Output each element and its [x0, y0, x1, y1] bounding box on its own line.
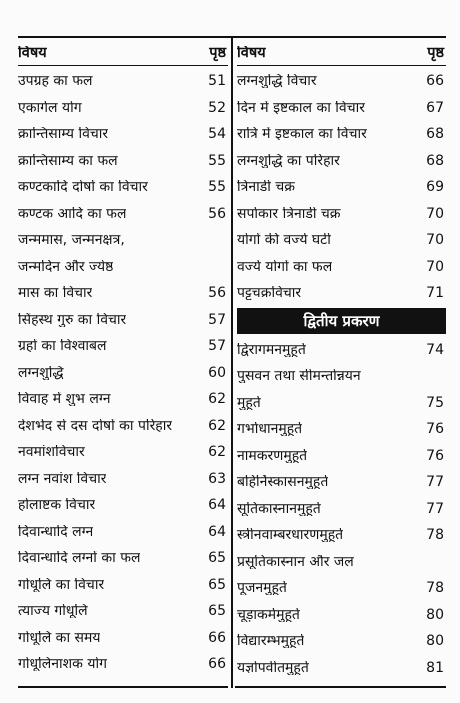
toc-entry — [18, 598, 228, 625]
toc-entry — [18, 466, 228, 493]
toc-entry-page: 64 — [208, 497, 226, 514]
toc-entry-title: विवाह में शुभ लग्न — [18, 392, 111, 407]
toc-entry-title: नवमांशविचार — [18, 445, 85, 460]
toc-entry-page: 77 — [426, 500, 444, 517]
toc-entry-title: जन्ममास, जन्मनक्षत्र, — [18, 233, 125, 248]
toc-entry-page: 80 — [426, 633, 444, 650]
toc-entry — [18, 439, 228, 466]
toc-entry-title: विद्यारम्भमुहूर्त — [237, 634, 305, 649]
toc-entry-title: होलाष्टक विचार — [18, 498, 96, 513]
toc-entry-title: योगों की वर्ज्य घटी — [237, 233, 331, 248]
toc-entry-title: क्रान्तिसाम्य विचार — [18, 127, 109, 142]
toc-entry-title: क्रान्तिसाम्य का फल — [18, 153, 118, 168]
toc-entry-page: 78 — [426, 580, 444, 597]
toc-entry-title: रात्रि में इष्टकाल का विचार — [237, 127, 367, 142]
toc-entry-title: देशभेद से दस दोषों का परिहार — [18, 418, 173, 433]
toc-entry-title: बहिर्निस्कासनमुहूर्त — [237, 475, 329, 490]
toc-entry-title: सूतिकास्नानमुहूर्त — [237, 501, 321, 516]
toc-entry — [18, 360, 228, 387]
toc-entry-page: 62 — [208, 417, 226, 434]
toc-entry-page: 65 — [208, 603, 226, 620]
toc-entry — [18, 148, 228, 175]
toc-entry — [18, 121, 228, 148]
toc-entry — [18, 254, 228, 281]
toc-entry — [18, 95, 228, 122]
toc-entry — [237, 575, 446, 602]
subject-header: विषय — [237, 46, 266, 61]
toc-entry — [237, 549, 446, 576]
toc-entry-page: 77 — [426, 474, 444, 491]
toc-entry-title: गोधूलि का समय — [18, 630, 101, 645]
toc-entry-title: मास का विचार — [18, 286, 93, 301]
toc-entry-page: 74 — [426, 341, 444, 358]
section-banner: द्वितीय प्रकरण — [237, 308, 446, 334]
toc-entry-title: मुहूर्त — [237, 395, 261, 410]
right-entries-top — [237, 68, 446, 307]
toc-entry-page: 68 — [426, 126, 444, 143]
toc-entry — [237, 496, 446, 523]
toc-entry-page: 54 — [208, 126, 226, 143]
toc-entry — [18, 545, 228, 572]
toc-entry-page: 62 — [208, 391, 226, 408]
toc-entry — [237, 201, 446, 228]
toc-entry-page: 57 — [208, 311, 226, 328]
toc-entry — [18, 307, 228, 334]
bottom-rule-right — [235, 686, 446, 688]
toc-entry — [237, 148, 446, 175]
toc-entry — [237, 68, 446, 95]
toc-entry-page: 76 — [426, 447, 444, 464]
toc-entry-page: 52 — [208, 99, 226, 116]
toc-entry-title: यज्ञोपवीतमुहूर्त — [237, 660, 309, 675]
toc-entry — [18, 625, 228, 652]
page-header: पृष्ठ — [427, 45, 444, 61]
toc-entry-title: कण्टकादि दोषों का विचार — [18, 180, 148, 195]
toc-entry — [237, 174, 446, 201]
toc-entry-title: लग्नशुद्धि — [18, 365, 64, 380]
toc-entry-page: 63 — [208, 470, 226, 487]
toc-entry-title: त्रिनाडी चक्र — [237, 180, 295, 195]
toc-entry — [237, 254, 446, 281]
toc-entry-title: जन्मदिन और ज्येष्ठ — [18, 259, 114, 274]
toc-entry — [237, 363, 446, 390]
toc-entry-title: ग्रहों का विश्वाबल — [18, 339, 107, 354]
toc-entry-page: 68 — [426, 152, 444, 169]
toc-entry-title: चूड़ाकर्ममुहूर्त — [237, 607, 300, 622]
toc-entry — [237, 628, 446, 655]
toc-entry-title: दिवान्धादि लग्नों का फल — [18, 551, 141, 566]
toc-entry-page: 65 — [208, 576, 226, 593]
right-column — [237, 40, 446, 681]
toc-entry — [237, 443, 446, 470]
toc-entry-title: वर्ज्य योगों का फल — [237, 259, 333, 274]
toc-entry-page: 56 — [208, 205, 226, 222]
subject-header: विषय — [18, 46, 47, 61]
toc-entry-page: 66 — [426, 73, 444, 90]
toc-entry — [18, 519, 228, 546]
toc-entry-title: पट्टचक्रविचार — [237, 286, 302, 301]
left-column-header — [18, 40, 228, 67]
column-divider — [231, 36, 233, 688]
toc-entry-title: गोधूलिनाशक योग — [18, 657, 107, 672]
toc-entry-title: उपग्रह का फल — [18, 74, 93, 89]
toc-entry-title: पुसवन तथा सीमन्तोन्नयन — [237, 369, 361, 384]
toc-entry — [18, 333, 228, 360]
toc-entry-page: 69 — [426, 179, 444, 196]
toc-entry-title: गोधूलि का विचार — [18, 577, 105, 592]
toc-entry-title: स्त्रीनवाम्बरधारणमुहूर्त — [237, 528, 344, 543]
toc-entry — [18, 572, 228, 599]
bottom-rule-left — [18, 686, 228, 688]
toc-entry — [237, 280, 446, 307]
toc-entry — [18, 280, 228, 307]
toc-entry-title: कण्टक आदि का फल — [18, 206, 127, 221]
toc-entry — [237, 337, 446, 364]
toc-entry-page: 70 — [426, 232, 444, 249]
toc-entry-title: नामकरणमुहूर्त — [237, 448, 308, 463]
toc-entry-title: लग्नशुद्धि का परिहार — [237, 153, 340, 168]
toc-entry — [18, 651, 228, 678]
toc-entry-title: सिंहस्थ गुरु का विचार — [18, 312, 127, 327]
toc-entry — [237, 121, 446, 148]
toc-entry — [237, 469, 446, 496]
toc-entry-page: 64 — [208, 523, 226, 540]
toc-entry — [237, 522, 446, 549]
toc-entry-page: 51 — [208, 73, 226, 90]
toc-entry-page: 71 — [426, 285, 444, 302]
toc-entry-title: गर्भाधानमुहूर्त — [237, 422, 303, 437]
toc-entry-page: 57 — [208, 338, 226, 355]
toc-entry — [18, 386, 228, 413]
toc-entry — [18, 174, 228, 201]
toc-entry-title: पूजनमुहूर्त — [237, 581, 287, 596]
toc-entry-page: 55 — [208, 152, 226, 169]
toc-entry-page: 56 — [208, 285, 226, 302]
toc-entry-title: दिवान्धादि लग्न — [18, 524, 94, 539]
toc-entry-title: द्विरागमनमुहूर्त — [237, 342, 306, 357]
toc-entry — [18, 68, 228, 95]
header-rule-left — [18, 65, 228, 67]
toc-entry-page: 65 — [208, 550, 226, 567]
toc-entry — [18, 201, 228, 228]
toc-entry-title: सर्पाकार त्रिनाडी चक्र — [237, 206, 341, 221]
toc-entry — [237, 602, 446, 629]
left-entries — [18, 68, 228, 678]
toc-entry-title: दिन में इष्टकाल का विचार — [237, 100, 365, 115]
toc-entry-page: 81 — [426, 659, 444, 676]
toc-entry-page: 70 — [426, 205, 444, 222]
toc-entry-page: 66 — [208, 656, 226, 673]
header-rule-right — [237, 65, 446, 67]
right-entries-bottom — [237, 337, 446, 682]
toc-entry-page: 60 — [208, 364, 226, 381]
toc-entry-title: लग्नशुद्धि विचार — [237, 74, 317, 89]
toc-entry — [237, 227, 446, 254]
toc-entry — [237, 416, 446, 443]
toc-entry-title: लग्न नवांश विचार — [18, 471, 107, 486]
toc-entry — [237, 390, 446, 417]
toc-entry-title: त्याज्य गोधूलि — [18, 604, 88, 619]
toc-entry — [18, 227, 228, 254]
toc-entry-page: 75 — [426, 394, 444, 411]
toc-entry-page: 55 — [208, 179, 226, 196]
toc-entry-page: 67 — [426, 99, 444, 116]
toc-entry-title: एकार्गल योग — [18, 100, 82, 115]
toc-entry-page: 66 — [208, 629, 226, 646]
toc-entry-title: प्रसूतिकास्नान और जल — [237, 554, 354, 569]
page-header: पृष्ठ — [209, 45, 226, 61]
toc-entry-page: 80 — [426, 606, 444, 623]
toc-entry-page: 62 — [208, 444, 226, 461]
toc-entry — [18, 492, 228, 519]
toc-entry-page: 78 — [426, 527, 444, 544]
toc-entry-page: 76 — [426, 421, 444, 438]
toc-entry — [237, 655, 446, 682]
toc-entry-page: 70 — [426, 258, 444, 275]
right-column-header — [237, 40, 446, 67]
toc-entry — [18, 413, 228, 440]
left-column — [18, 40, 228, 678]
toc-entry — [237, 95, 446, 122]
